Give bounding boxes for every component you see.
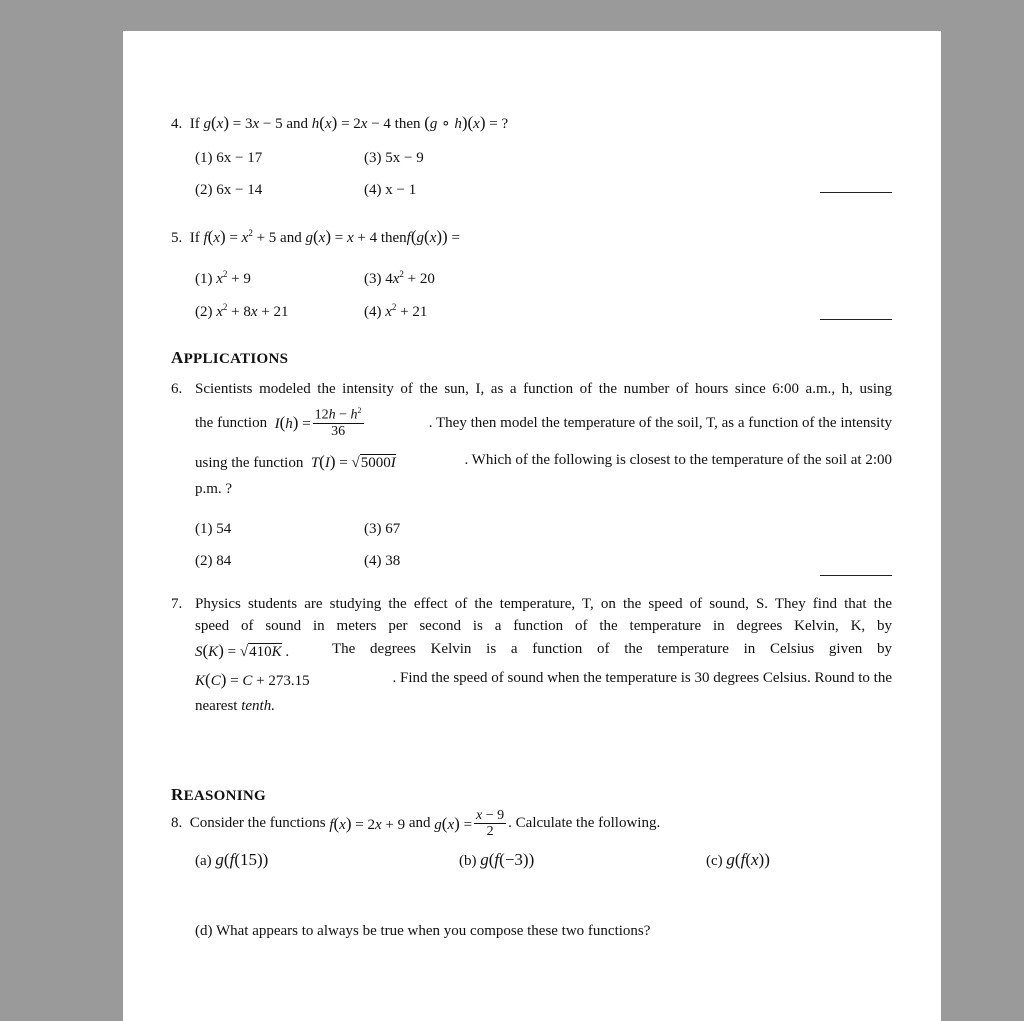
q6-line-4: p.m. ? xyxy=(195,481,233,497)
q6-number: 6. xyxy=(171,381,183,397)
q5-g-def: g(x) = x + 4 xyxy=(305,227,378,246)
q5-number: 5. xyxy=(171,230,183,246)
q5-if: If xyxy=(189,230,200,246)
q7-line-1: Physics students are studying the effect of the temperature, T, on the speed of sound, S. They find that the xyxy=(195,596,892,612)
q5-then: then xyxy=(380,230,407,246)
q6-line-3 xyxy=(195,452,892,472)
q4-answer-blank[interactable] xyxy=(820,192,892,193)
q6-answer-blank[interactable] xyxy=(820,575,892,576)
q4-stem xyxy=(171,113,508,133)
q7-line-3 xyxy=(195,641,892,661)
q8-part-b: (b) g(f(−3)) xyxy=(459,850,535,869)
q4-choice-4: (4) x − 1 xyxy=(364,182,417,198)
q6-choice-2: (2) 84 xyxy=(195,553,232,569)
q6-line-2 xyxy=(195,407,892,439)
q6-line-1: Scientists modeled the intensity of the sun, I, as a function of the number of hours since 6:00 a.m., h, using xyxy=(195,381,892,397)
q7-line-4 xyxy=(195,670,892,690)
q6-choice-3: (3) 67 xyxy=(364,521,401,537)
q7-number: 7. xyxy=(171,596,183,612)
q6-choice-1: (1) 54 xyxy=(195,521,232,537)
q6-intensity-formula: I(h) = xyxy=(274,413,311,433)
q4-if: If xyxy=(189,116,200,132)
q5-stem xyxy=(171,227,460,247)
q7-line4-post: . Find the speed of sound when the temperature is 30 degrees Celsius. Round to the xyxy=(392,670,892,686)
q6-temperature-formula: T(I) = √5000I xyxy=(310,452,396,471)
q7-speed-formula: S(K) = √410K . xyxy=(195,641,290,660)
section-heading-reasoning: REASONING xyxy=(171,785,266,804)
document-page xyxy=(123,31,941,1021)
q7-kelvin-formula: K(C) = C + 273.15 xyxy=(195,670,310,689)
q8-stem-post: . Calculate the following. xyxy=(508,815,661,832)
q5-choice-4: (4) $x^2 + 21$ xyxy=(364,302,428,320)
q8-number: 8. xyxy=(171,815,183,832)
q4-h-def: h(x) = 2x − 4 xyxy=(311,113,391,132)
q7-line-5: nearest tenth. xyxy=(195,698,275,714)
q4-choice-1: (1) 6x − 17 xyxy=(195,150,263,166)
q4-g-def: g(x) = 3x − 5 xyxy=(203,113,283,132)
q5-answer-blank[interactable] xyxy=(820,319,892,320)
q8-and: and xyxy=(408,815,431,832)
q6-choice-4: (4) 38 xyxy=(364,553,401,569)
q7-line3-post: The degrees Kelvin is a function of the temperature in Celsius given by xyxy=(332,641,892,657)
q8-stem-pre: Consider the functions xyxy=(189,815,326,832)
q5-f-def: $f(x) = x^2 + 5$ xyxy=(203,227,277,246)
q8-part-c: (c) g(f(x)) xyxy=(706,850,770,869)
q6-line3-pre: using the function xyxy=(195,455,304,471)
q5-choice-1: (1) $x^2 + 9$ xyxy=(195,269,251,287)
q4-number: 4. xyxy=(171,116,183,132)
q6-line3-post: . Which of the following is closest to the temperature of the soil at 2:00 xyxy=(464,452,892,468)
q4-composition: (g ∘ h)(x) = ? xyxy=(424,113,509,132)
q8-g-def: g(x) = xyxy=(434,813,473,833)
section-heading-applications: APPLICATIONS xyxy=(171,348,289,367)
q4-choice-3: (3) 5x − 9 xyxy=(364,150,424,166)
q4-then: then xyxy=(394,116,421,132)
q6-line2-pre: the function xyxy=(195,414,268,431)
q8-fraction: $\frac{x - 9}{2}$ xyxy=(476,808,505,840)
q5-choice-3: (3) $4x^2 + 20$ xyxy=(364,269,435,287)
q8-part-a: (a) g(f(15)) xyxy=(195,850,269,869)
q5-and: and xyxy=(280,230,302,246)
q8-stem xyxy=(171,808,660,840)
q4-choice-2: (2) 6x − 14 xyxy=(195,182,263,198)
q8-f-def: f(x) = 2x + 9 xyxy=(329,813,406,833)
q8-part-d: (d) What appears to always be true when you compose these two functions? xyxy=(195,923,651,939)
q7-line-2: speed of sound in meters per second is a function of the temperature in degrees Kelvin, K, by xyxy=(195,618,892,634)
q5-choice-2: (2) $x^2 + 8x + 21$ xyxy=(195,302,289,320)
q5-composition: f(g(x)) = xyxy=(406,227,460,246)
q4-and: and xyxy=(286,116,309,132)
q6-fraction: $\frac{12h - h^2}{36}$ xyxy=(314,406,362,440)
q6-line2-post: . They then model the temperature of the soil, T, as a function of the intensity xyxy=(428,414,892,431)
